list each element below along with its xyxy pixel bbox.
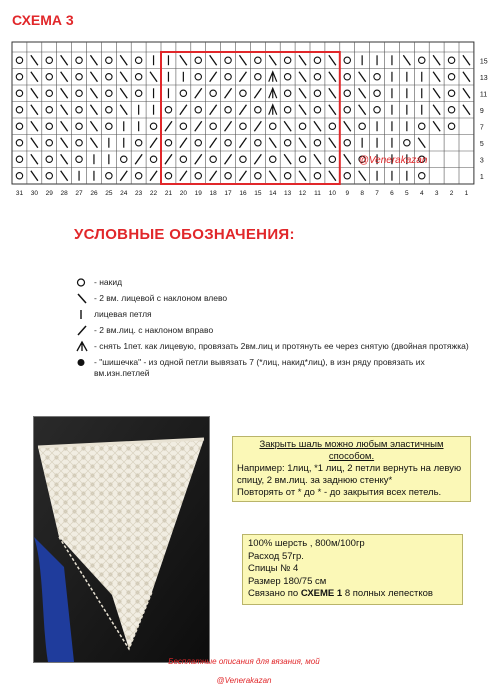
note-heading: Закрыть шаль можно любым эластичным способом. [259,439,444,462]
legend-text: - накид [94,277,123,287]
column-number-label: 26 [90,190,98,197]
spec-line: 100% шерсть , 800м/100гр [248,538,365,549]
legend-list [76,277,476,384]
legend-item [76,325,476,336]
spec-line: Размер 180/75 см [248,575,327,587]
double-decrease-icon [76,341,90,352]
column-number-label: 1 [464,190,469,197]
column-number-label: 13 [284,190,292,197]
note-line: Повторять от * до * - до закрытия всех петель. [237,487,442,498]
column-number-label: 18 [209,190,217,197]
spec-suffix: 8 полных лепестков [342,588,433,599]
legend-item [76,277,476,288]
column-number-label: 6 [390,190,394,197]
column-number-label: 2 [449,190,454,197]
column-number-label: 16 [239,190,247,197]
row-number-label: 7 [479,124,484,132]
legend-text: - 2 вм. лицевой с наклоном влево [94,293,228,303]
legend-item [76,341,476,352]
yarn-specs [242,534,463,605]
spec-line: Расход 57гр. [248,550,304,562]
column-number-label: 14 [269,190,277,197]
row-number-label: 5 [479,140,484,148]
column-number-label: 15 [254,190,262,197]
legend-text: - снять 1пет. как лицевую, провязать 2вм.лиц и протянуть ее через снятую (двойная протяжка) [94,341,469,351]
column-number-label: 12 [298,190,307,197]
column-number-label: 30 [30,190,38,197]
knitting-chart [0,34,488,197]
note-line: Например: 1лиц, *1 лиц, 2 петли вернуть на левую спицу, 2 вм.лиц. за заднюю стенку* [237,463,462,486]
row-number-label: 9 [479,107,484,115]
legend-text: - 2 вм.лиц. с наклоном вправо [94,325,214,335]
column-number-label: 22 [149,190,158,197]
spec-line: Спицы № 4 [248,563,299,574]
column-number-label: 24 [120,190,128,197]
column-number-label: 3 [434,190,439,197]
vertical-bar-icon [76,309,90,320]
legend-item [76,357,476,379]
chart-title: СХЕМА 3 [12,12,74,28]
column-number-label: 27 [75,190,83,197]
column-number-label: 10 [328,190,336,197]
row-number-label: 1 [479,173,484,181]
column-number-label: 17 [224,190,232,197]
spec-prefix: Связано по [248,588,301,599]
column-number-label: 29 [45,190,53,197]
row-number-label: 3 [479,157,484,165]
circle-icon [76,277,90,288]
legend-item [76,309,476,320]
column-number-label: 19 [194,190,202,197]
column-number-label: 8 [360,190,364,197]
slash-icon [76,325,90,336]
legend-text: - "шишечка" - из одной петли вывязать 7 (*лиц, накид*лиц), в изн ряду провязать их вм.изн.петлей [94,357,425,378]
column-number-label: 23 [135,190,143,197]
column-number-label: 7 [375,190,379,197]
column-number-label: 28 [60,190,68,197]
column-number-label: 20 [179,190,187,197]
backslash-icon [76,293,90,304]
footer-handle: @Venerakazan [216,676,272,685]
filled-dot-icon [76,357,90,368]
chart-watermark: @Venerakazan [358,155,428,166]
legend-heading: УСЛОВНЫЕ ОБОЗНАЧЕНИЯ: [74,226,295,243]
column-number-label: 21 [164,190,173,197]
spec-bold: СХЕМЕ 1 [300,588,343,599]
column-number-label: 5 [405,190,409,197]
spec-line [248,588,457,601]
column-number-label: 11 [314,190,321,197]
column-number-label: 9 [345,190,350,197]
row-number-label: 11 [479,91,488,99]
column-number-label: 4 [419,190,424,197]
column-number-label: 31 [15,190,24,197]
column-number-label: 25 [105,190,113,197]
row-number-label: 13 [479,74,488,82]
legend-text: лицевая петля [94,309,152,319]
legend-item [76,293,476,304]
footer-text: Бесплатные описания для вязания, мой [168,657,320,666]
shawl-photo [33,416,210,663]
bind-off-note [232,436,471,502]
row-number-label: 15 [479,58,488,66]
